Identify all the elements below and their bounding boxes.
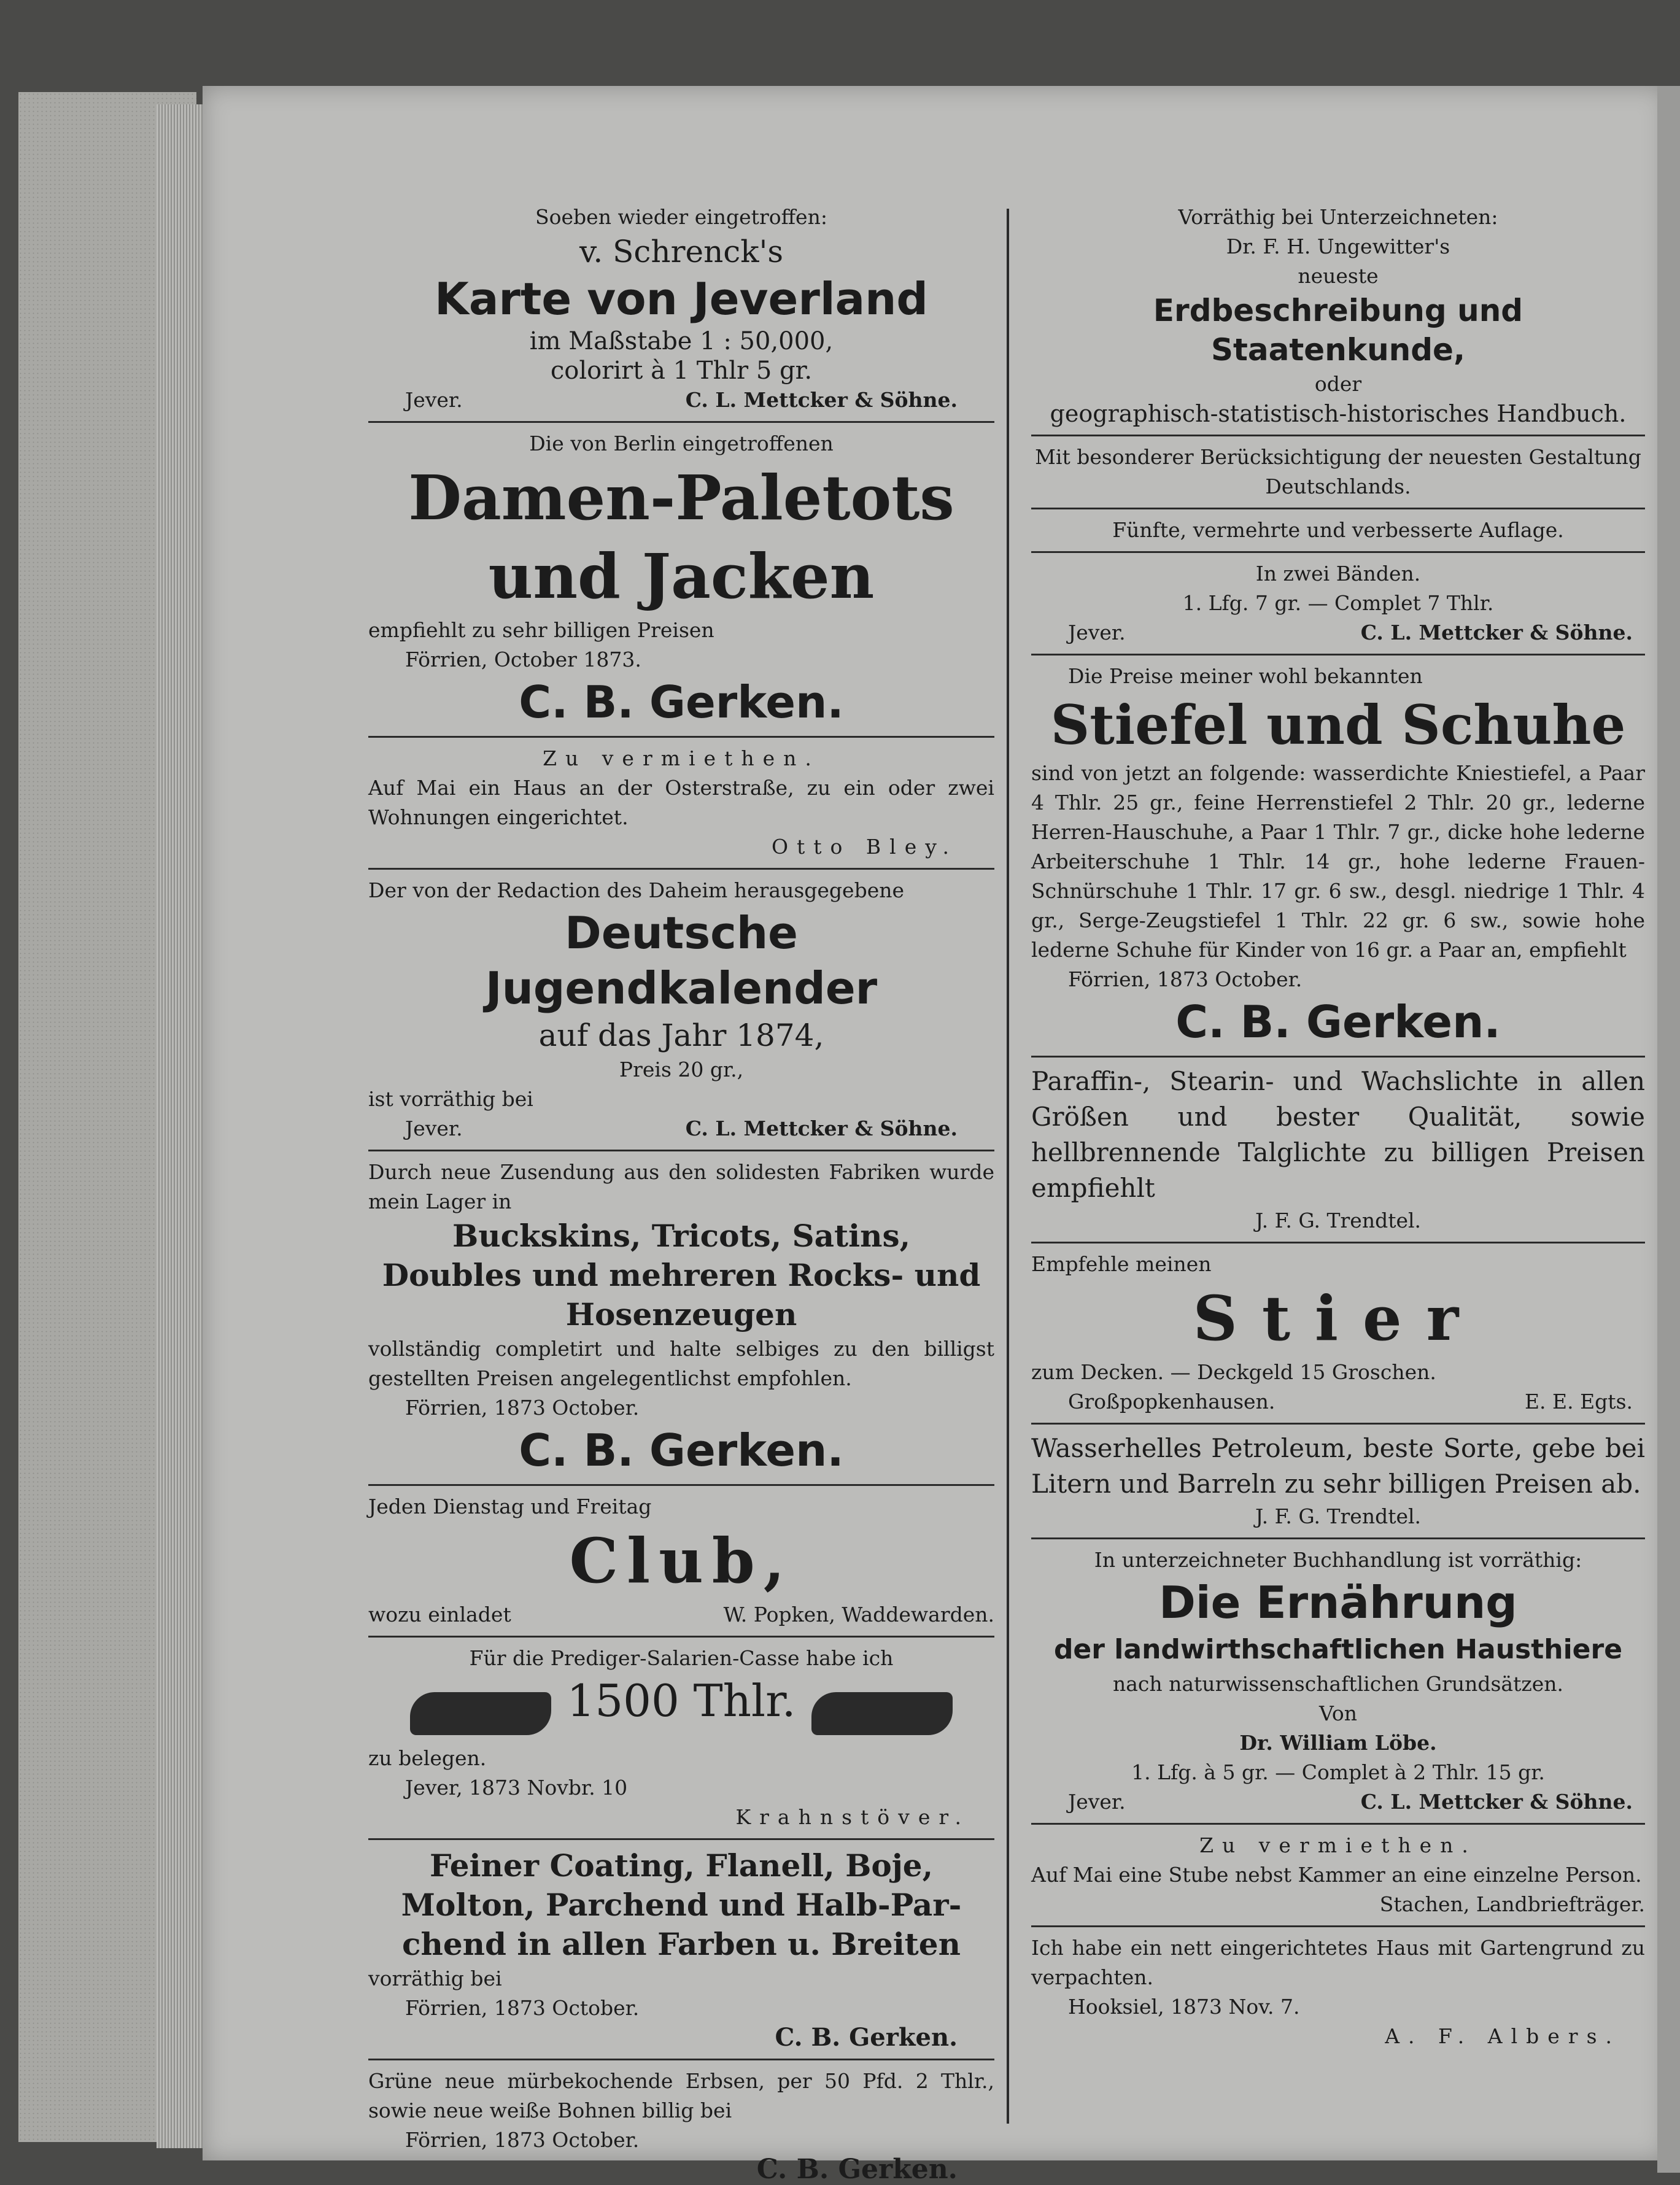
ad-line: Soeben wieder eingetroffen: — [535, 205, 827, 229]
ad-signature: A. F. Albers. — [1385, 2024, 1620, 2048]
newspaper-page — [203, 86, 1666, 2185]
ad-line: Förrien, 1873 October. — [405, 1996, 640, 2020]
ad-signature-row — [1031, 618, 1645, 648]
ad-vermiethen-house — [368, 744, 994, 862]
ad-line: v. Schrenck's — [579, 234, 783, 269]
ad-body: Paraffin-, Stearin- und Wachslichte in allen Größen und bester Qualität, sowie hellbrennende Talglichte zu billigen Preisen empfiehlt — [1031, 1066, 1645, 1203]
rule — [1031, 1537, 1645, 1539]
ad-line: Jeden Dienstag und Freitag — [368, 1495, 652, 1518]
rule — [1031, 1242, 1645, 1243]
place: Jever. — [405, 1116, 463, 1140]
ad-heading: Erdbeschreibung und Staatenkunde, — [1153, 293, 1523, 368]
ad-signature: Krahnstöver. — [735, 1805, 970, 1829]
rule — [368, 421, 994, 423]
firm: C. L. Mettcker & Söhne. — [685, 388, 958, 412]
place: Jever. — [1068, 1790, 1126, 1814]
ad-line: Die Preise meiner wohl bekannten — [1068, 664, 1423, 688]
ad-stier — [1031, 1250, 1645, 1417]
ad-club — [368, 1492, 994, 1630]
ad-lichte — [1031, 1064, 1645, 1236]
ad-body: Auf Mai ein Haus an der Osterstraße, zu ein oder zwei Wohnungen eingerichtet. — [368, 776, 994, 829]
ad-heading: und Jacken — [488, 540, 875, 613]
firm: C. L. Mettcker & Söhne. — [1360, 1790, 1633, 1814]
ad-line: Preis 20 gr., — [619, 1058, 744, 1081]
rule — [1031, 1423, 1645, 1425]
ad-line: In unterzeichneter Buchhandlung ist vorräthig: — [1094, 1548, 1582, 1572]
rule — [1031, 551, 1645, 553]
ad-heading: Club, — [569, 1525, 794, 1597]
right-column — [1031, 203, 1680, 2051]
ad-line: Förrien, 1873 October. — [405, 2128, 640, 2152]
ad-line: Fünfte, vermehrte und verbesserte Auflage. — [1112, 518, 1564, 542]
ad-line: Durch neue Zusendung aus den solidesten Fabriken wurde mein Lager in — [368, 1160, 994, 1213]
ad-heading: Feiner Coating, Flanell, Boje, — [429, 1847, 934, 1884]
ad-heading: 1500 Thlr. — [567, 1675, 796, 1727]
ad-vermiethen-stube — [1031, 1831, 1645, 1919]
ad-line: Dr. F. H. Ungewitter's — [1226, 234, 1450, 258]
ad-body: Auf Mai eine Stube nebst Kammer an eine einzelne Person. — [1031, 1863, 1642, 1887]
ad-signature: C. B. Gerken. — [1175, 996, 1501, 1048]
ad-line: zu belegen. — [368, 1746, 487, 1770]
ad-signature-row — [368, 1600, 994, 1630]
ad-erbsen — [368, 2067, 994, 2184]
ad-signature: C. B. Gerken. — [756, 2154, 958, 2185]
ad-signature: Otto Bley. — [771, 835, 958, 859]
rule — [368, 1484, 994, 1486]
rule — [368, 736, 994, 738]
rule — [1031, 1823, 1645, 1825]
ad-heading: Molton, Parchend und Halb-Par- — [401, 1887, 962, 1923]
ad-line: 1. Lfg. 7 gr. — Complet 7 Thlr. — [1182, 591, 1494, 615]
ad-heading: Stier — [1193, 1282, 1484, 1355]
ornament-right-icon — [811, 1692, 953, 1735]
ad-heading: Deutsche Jugendkalender — [485, 907, 878, 1014]
ad-line: Förrien, 1873 October. — [405, 1396, 640, 1420]
ad-line: Mit besonderer Berücksichtigung der neuesten Gestaltung Deutschlands. — [1035, 445, 1641, 498]
ad-line: ist vorräthig bei — [368, 1087, 533, 1111]
ad-petroleum — [1031, 1431, 1645, 1531]
ad-heading: Hosenzeugen — [565, 1296, 797, 1332]
ad-coating — [368, 1846, 994, 2052]
ad-line: Für die Prediger-Salarien-Casse habe ich — [469, 1646, 894, 1670]
ad-ernaehrung — [1031, 1545, 1645, 1817]
ad-line: Dr. William Löbe. — [1239, 1731, 1437, 1755]
ad-line: im Maßstabe 1 : 50,000, — [529, 327, 834, 355]
rule — [1031, 508, 1645, 509]
ad-line: colorirt à 1 Thlr 5 gr. — [550, 357, 813, 385]
ad-signature-row — [1031, 1787, 1645, 1817]
ad-signature: J. F. G. Trendtel. — [1255, 1504, 1422, 1528]
ad-heading: Stiefel und Schuhe — [1050, 693, 1626, 757]
rule — [1031, 1056, 1645, 1058]
ad-signature: C. B. Gerken. — [519, 676, 844, 728]
ad-heading-row — [368, 1673, 994, 1744]
ad-line: oder — [1314, 372, 1362, 396]
ad-body: Grüne neue mürbekochende Erbsen, per 50 Pfd. 2 Thlr., sowie neue weiße Bohnen billig bei — [368, 2069, 994, 2122]
ad-signature: W. Popken, Waddewarden. — [723, 1603, 994, 1626]
ad-line: Hooksiel, 1873 Nov. 7. — [1068, 1995, 1300, 2019]
ad-heading: Damen-Paletots — [408, 462, 954, 534]
rule — [1031, 654, 1645, 656]
ad-heading: der landwirthschaftlichen Hausthiere — [1053, 1634, 1623, 1665]
ad-line: In zwei Bänden. — [1255, 562, 1421, 586]
ad-schrenck-map — [368, 203, 994, 415]
ad-stiefel — [1031, 662, 1645, 1050]
ad-line: nach naturwissenschaftlichen Grundsätzen. — [1112, 1672, 1564, 1696]
rule — [1031, 435, 1645, 436]
ad-line: Zu vermiethen. — [543, 746, 820, 770]
rule — [368, 2059, 994, 2060]
column-divider — [1007, 209, 1009, 2124]
ad-line: Jever, 1873 Novbr. 10 — [405, 1776, 628, 1800]
ad-body: Wasserhelles Petroleum, beste Sorte, gebe bei Litern und Barreln zu sehr billigen Preisen ab. — [1031, 1433, 1645, 1499]
ad-line: neueste — [1298, 264, 1379, 288]
rule — [368, 868, 994, 870]
ornament-left-icon — [410, 1692, 551, 1735]
ad-heading: Buckskins, Tricots, Satins, — [452, 1218, 911, 1254]
ad-buckskins — [368, 1158, 994, 1478]
ad-heading: geographisch-statistisch-historisches Handbuch. — [1050, 400, 1627, 427]
ad-heading: Doubles und mehreren Rocks- und — [382, 1257, 981, 1293]
rule — [1031, 1925, 1645, 1927]
ad-salarien — [368, 1644, 994, 1832]
ad-line: Empfehle meinen — [1031, 1252, 1212, 1276]
ad-line: Förrien, 1873 October. — [1068, 967, 1303, 991]
ad-heading: Karte von Jeverland — [435, 273, 928, 325]
ad-ungewitter — [1031, 203, 1645, 648]
ad-jugendkalender — [368, 876, 994, 1143]
ad-line: 1. Lfg. à 5 gr. — Complet à 2 Thlr. 15 gr. — [1131, 1760, 1545, 1784]
ad-line: zum Decken. — Deckgeld 15 Groschen. — [1031, 1360, 1436, 1384]
ad-body: sind von jetzt an folgende: wasserdichte Kniestiefel, a Paar 4 Thlr. 25 gr., feine Herrenstiefel 2 Thlr. 20 gr., lederne Herren-Hauschuhe, a Paar 1 Thlr. 7 gr., dicke hohe lederne Arbeiterschuhe 1 Thlr. 14 gr., hohe lederne Frauen-Schnürschuhe 1 Thlr. 17 gr. 6 sw., desgl. niedrige 1 Thlr. 4 gr., Serge-Zeugstiefel 1 Thlr. 22 gr. 6 sw., sowie hohe lederne Schuhe für Kinder von 16 gr. a Paar an, empfiehlt — [1031, 761, 1645, 962]
ad-heading: Die Ernährung — [1159, 1577, 1517, 1628]
ad-line: Der von der Redaction des Daheim herausgegebene — [368, 878, 905, 902]
ad-body: Ich habe ein nett eingerichtetes Haus mit Gartengrund zu verpachten. — [1031, 1936, 1645, 1989]
ad-line: auf das Jahr 1874, — [538, 1018, 824, 1053]
ad-signature-row — [368, 1114, 994, 1143]
ad-line: Von — [1319, 1701, 1357, 1725]
ad-line: Zu vermiethen. — [1199, 1833, 1477, 1857]
rule — [368, 1838, 994, 1840]
left-column — [368, 203, 994, 2184]
ad-heading: chend in allen Farben u. Breiten — [402, 1926, 961, 1962]
next-page-edge — [1657, 86, 1680, 2173]
firm: C. L. Mettcker & Söhne. — [685, 1116, 958, 1140]
ad-signature: C. B. Gerken. — [775, 2023, 958, 2052]
ad-signature: C. B. Gerken. — [519, 1425, 844, 1476]
ad-line: Förrien, October 1873. — [405, 648, 641, 671]
ad-body: vollständig completirt und halte selbiges zu den billigst gestellten Preisen angelegentlichst empfohlen. — [368, 1337, 994, 1390]
place: Jever. — [1068, 621, 1126, 644]
rule — [368, 1150, 994, 1151]
ad-signature: J. F. G. Trendtel. — [1255, 1209, 1422, 1232]
rule — [368, 1636, 994, 1638]
place: Großpopkenhausen. — [1068, 1390, 1275, 1413]
ad-line: Vorräthig bei Unterzeichneten: — [1178, 205, 1498, 229]
ad-signature-row — [368, 385, 994, 415]
ad-signature-row — [1031, 1387, 1645, 1417]
ad-line: Die von Berlin eingetroffenen — [529, 431, 834, 455]
firm: C. L. Mettcker & Söhne. — [1360, 621, 1633, 644]
ad-signature: Stachen, Landbriefträger. — [1379, 1892, 1645, 1916]
ad-garten — [1031, 1933, 1645, 2051]
ad-line: wozu einladet — [368, 1603, 511, 1626]
ad-signature: E. E. Egts. — [1524, 1390, 1633, 1413]
ad-line: empfiehlt zu sehr billigen Preisen — [368, 618, 714, 642]
ad-line: vorräthig bei — [368, 1966, 502, 1990]
place: Jever. — [405, 388, 463, 412]
ad-paletots — [368, 429, 994, 730]
